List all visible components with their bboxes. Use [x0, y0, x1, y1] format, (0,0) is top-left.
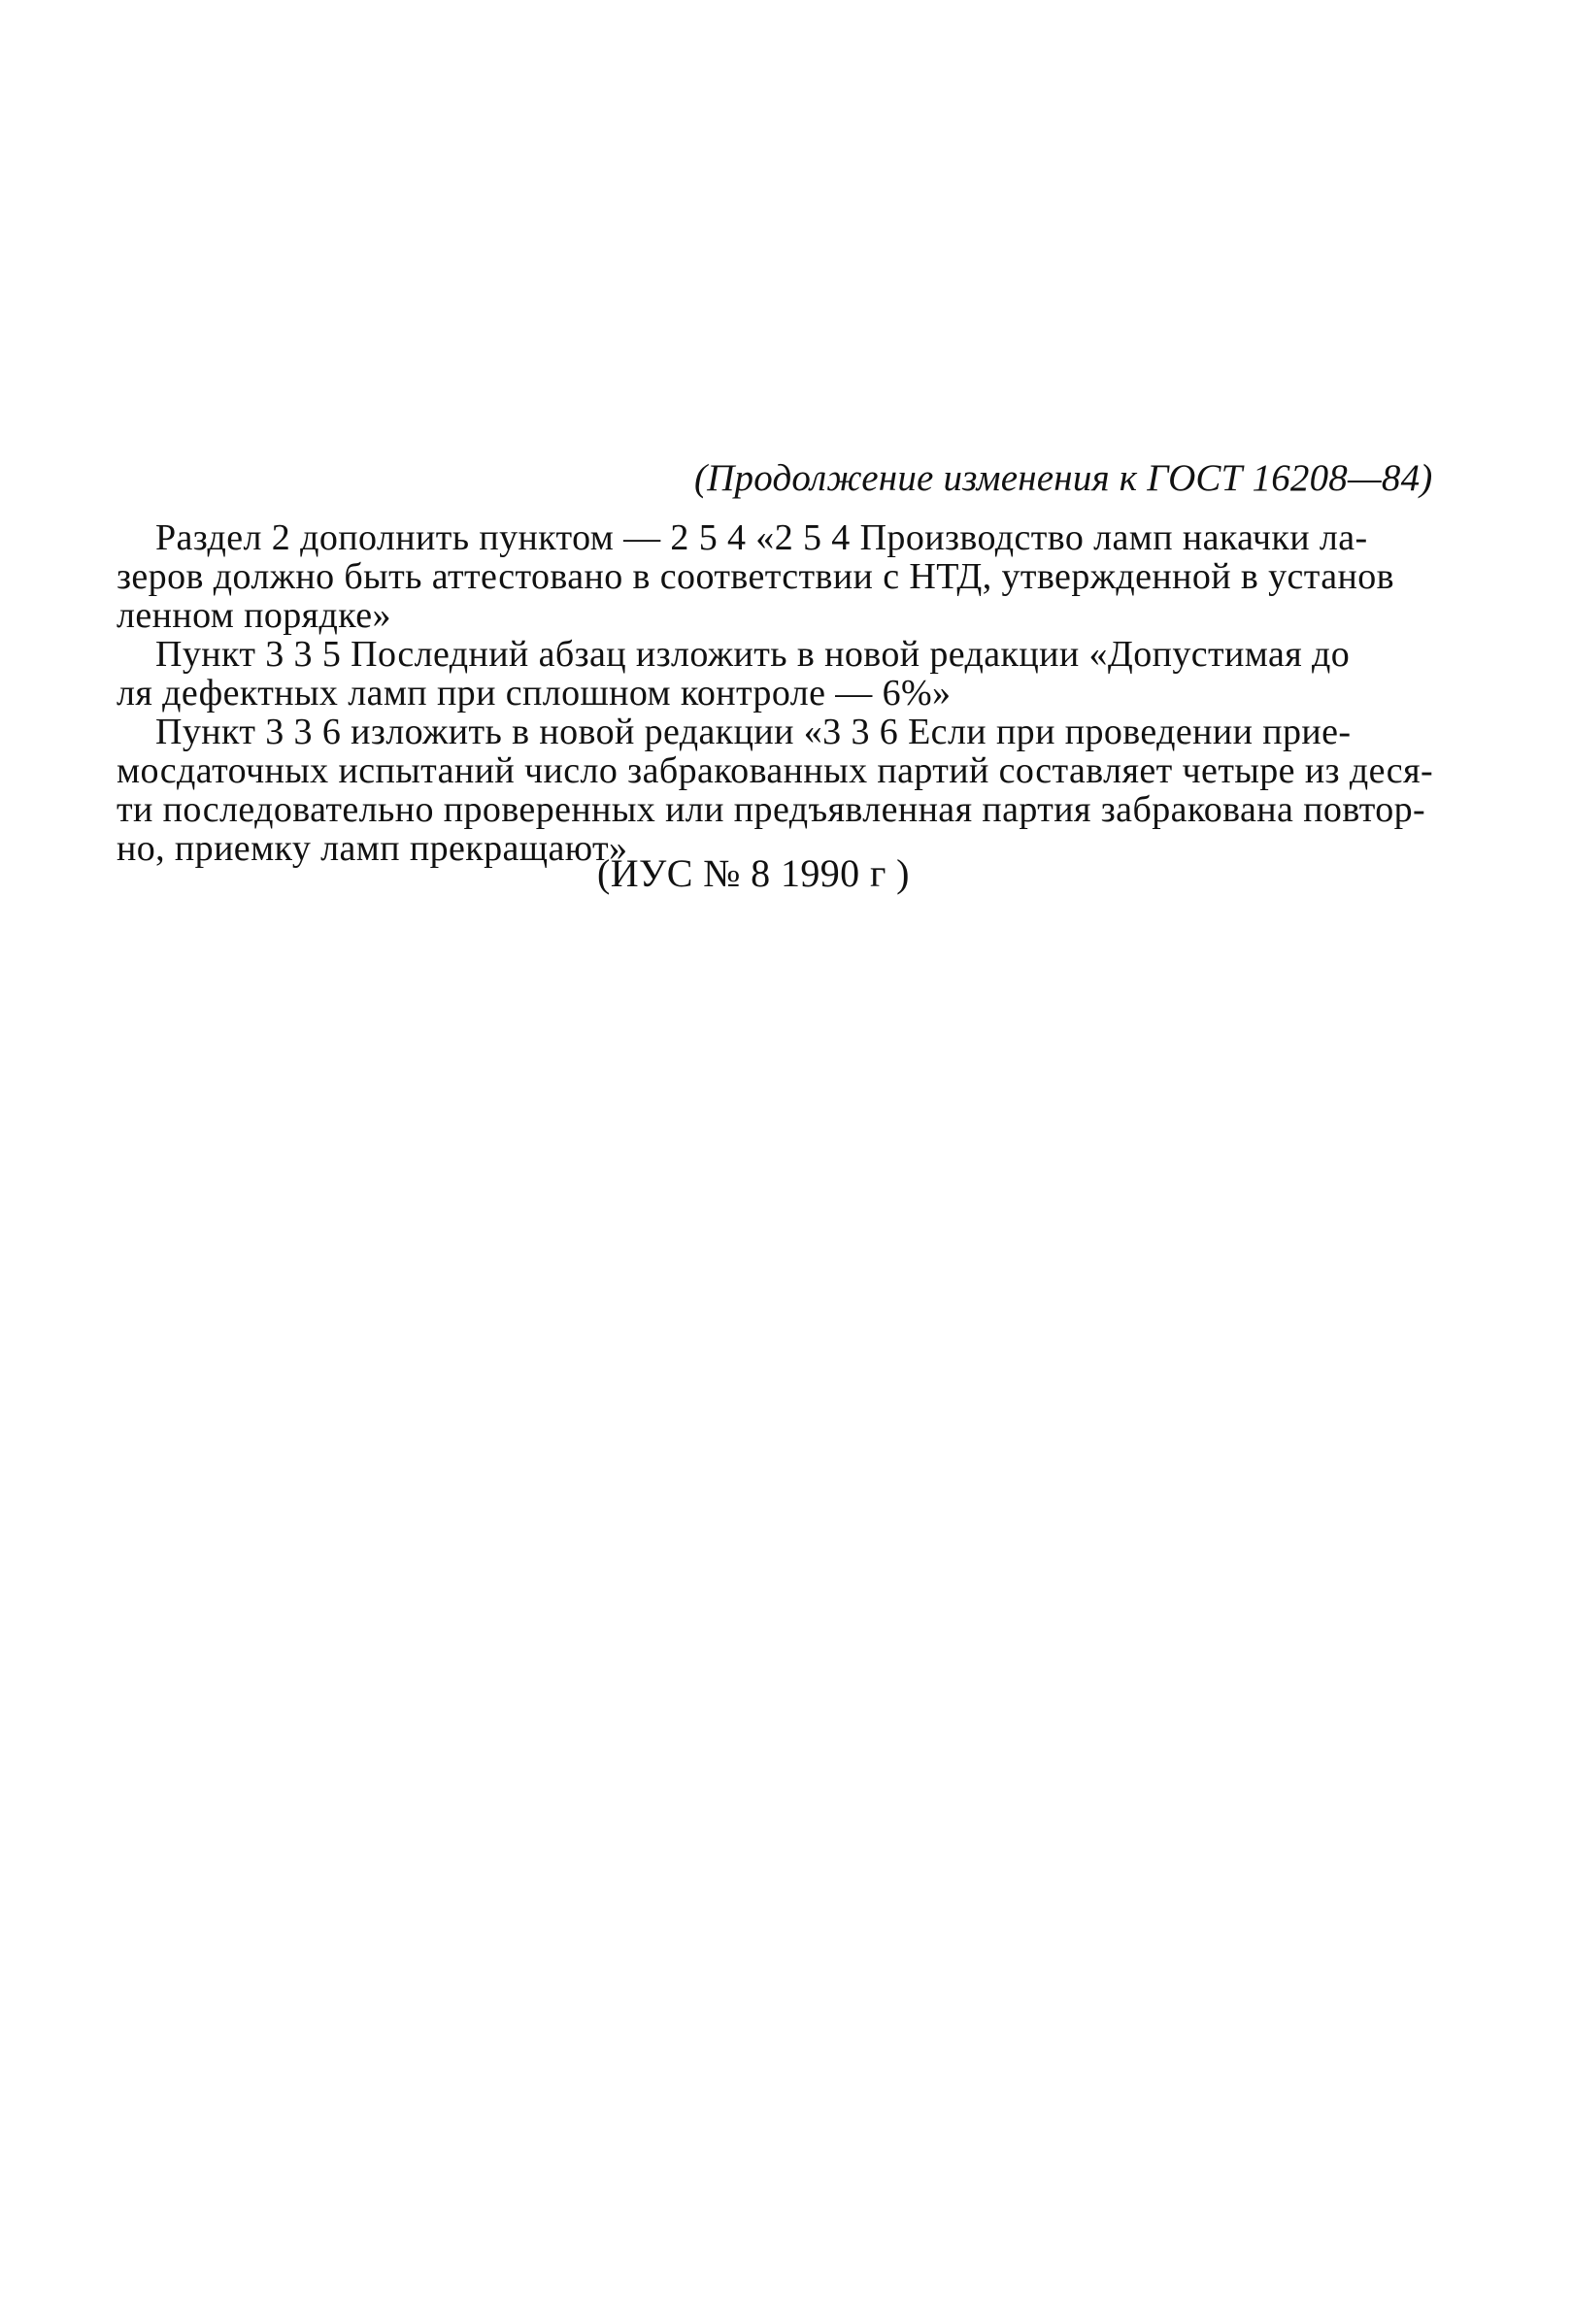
source-reference: (ИУС № 8 1990 г ) [597, 851, 910, 895]
text-line-4: Пункт 3 3 5 Последний абзац изложить в новой редакции «Допустимая до [155, 634, 1351, 675]
text-line-3: ленном порядке» [117, 595, 391, 636]
text-line-5: ля дефектных ламп при сплошном контроле — 6%» [117, 673, 952, 714]
text-line-1: Раздел 2 дополнить пунктом — 2 5 4 «2 5 4 Производство ламп накачки ла- [155, 517, 1368, 558]
text-line-8: ти последовательно проверенных или предъявленная партия забракована повтор- [117, 789, 1426, 830]
continuation-header: (Продолжение изменения к ГОСТ 16208—84) [694, 457, 1433, 499]
text-line-7: мосдаточных испытаний число забракованных партий составляет четыре из деся- [117, 750, 1434, 791]
text-line-2: зеров должно быть аттестовано в соответствии с НТД, утвержденной в установ [117, 556, 1395, 597]
text-line-9: но, приемку ламп прекращают» [117, 828, 628, 869]
text-line-6: Пункт 3 3 6 изложить в новой редакции «3 3 6 Если при проведении прие- [155, 712, 1352, 752]
